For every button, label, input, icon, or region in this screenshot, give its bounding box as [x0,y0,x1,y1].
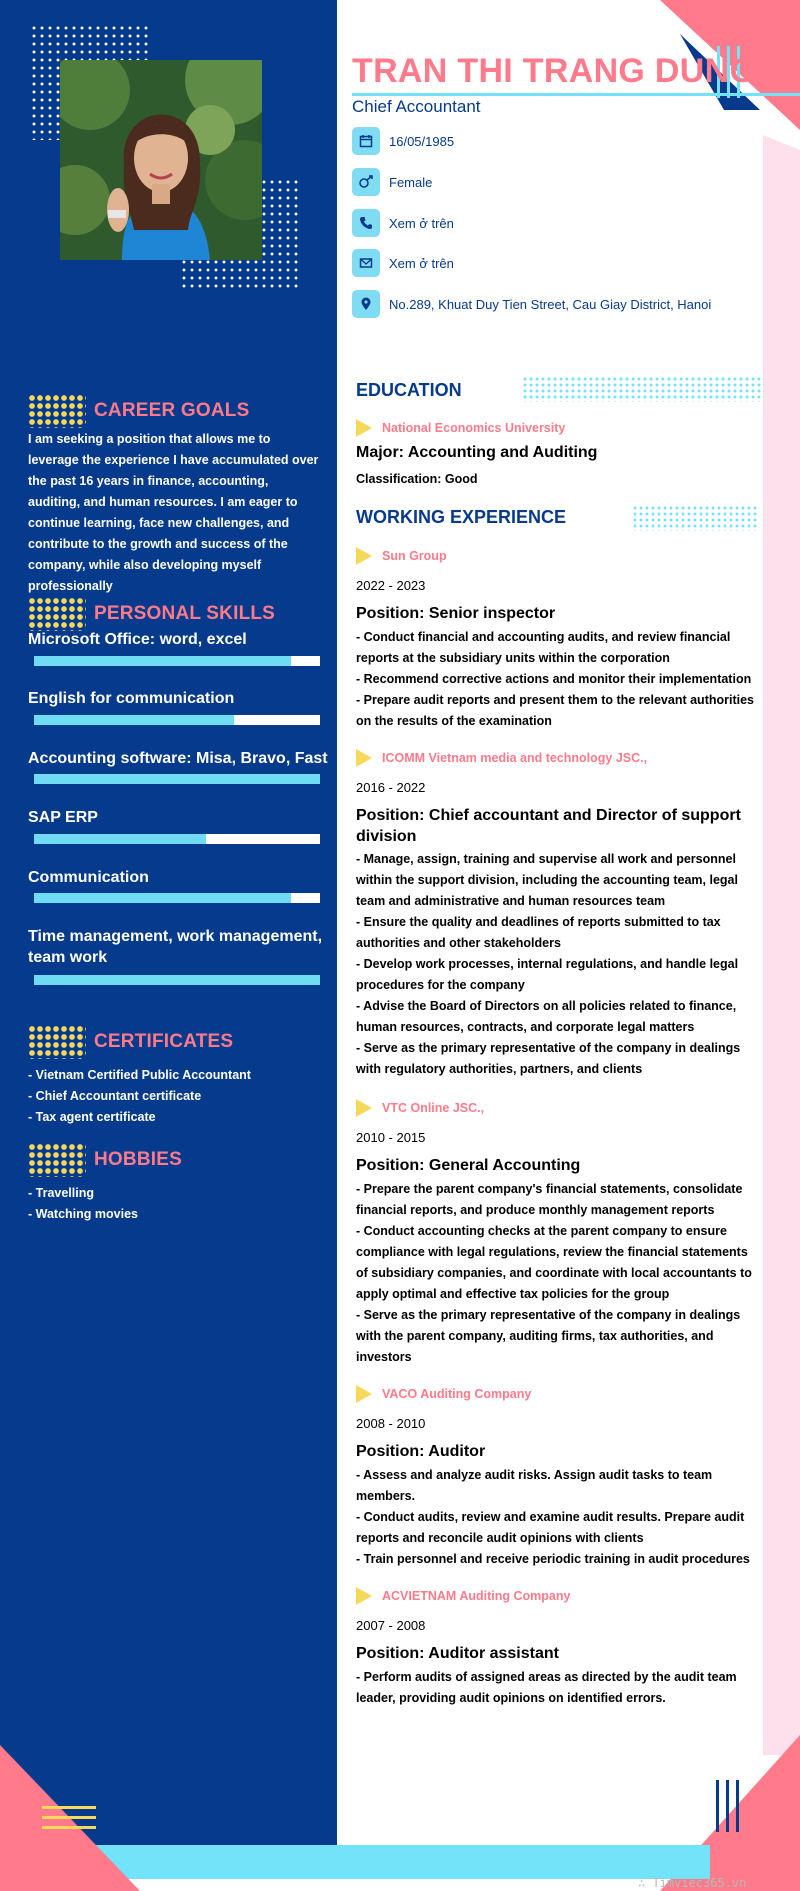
navy-line-decoration [736,1780,739,1832]
contact-text: 16/05/1985 [389,133,455,149]
hobbies-header [28,1143,182,1177]
yellow-line-decoration [42,1806,96,1809]
job-position: Position: General Accounting [356,1157,581,1174]
experience-title: WORKING EXPERIENCE [356,507,567,527]
job-duty: - Conduct financial and accounting audits, and review financial reports at the subsidiary units within the corporation [356,630,731,665]
job-duty: - Recommend corrective actions and monitor their implementation [356,672,752,686]
job-duty: - Prepare audit reports and present them to the relevant authorities on the results of the examination [356,693,755,728]
contact-text: Female [389,174,433,190]
company-name: ACVIETNAM Auditing Company [382,1589,571,1603]
job-duty: - Train personnel and receive periodic training in audit procedures [356,1552,750,1566]
location-pin-icon [352,290,380,318]
contact-text: Xem ở trên [389,255,454,271]
skill-bar-fill [34,715,234,725]
job-description [356,1667,760,1709]
job-company [356,1099,484,1117]
job-period: 2022 - 2023 [356,578,426,593]
skill-name: Communication [28,869,149,886]
side-strip-decoration [763,135,800,1755]
job-duty: - Assess and analyze audit risks. Assign audit tasks to team members. [356,1468,713,1503]
dots-icon [28,394,86,428]
job-duty: - Ensure the quality and deadlines of reports submitted to tax authorities and other stakeholders [356,915,721,950]
skill-bar [34,834,320,844]
skill-bar [34,715,320,725]
job-duty: - Serve as the primary representative of the company in dealings with the parent company, auditing firms, tax authorities, and investors [356,1308,741,1364]
hobbies-title: HOBBIES [94,1149,182,1170]
company-name: ICOMM Vietnam media and technology JSC., [382,751,648,765]
job-position: Position: Senior inspector [356,605,556,622]
job-position: Position: Auditor [356,1443,486,1460]
contact-email [352,249,454,277]
skill-bar-fill [34,656,291,666]
profile-photo [60,60,262,260]
job-duty: - Develop work processes, internal regulations, and handle legal procedures for the company [356,957,739,992]
skill-bar [34,774,320,784]
job-description [356,627,760,732]
yellow-line-decoration [42,1816,96,1819]
certificate-item: - Vietnam Certified Public Accountant [28,1068,251,1082]
contact-address [352,290,711,318]
job-duty: - Advise the Board of Directors on all policies related to finance, human resources, contracts, and corporate legal matters [356,999,737,1034]
candidate-name: TRAN THI TRANG DUNG [352,52,757,90]
hobby-item: - Travelling [28,1186,94,1200]
skill-name: Accounting software: Misa, Bravo, Fast [28,750,328,767]
triangle-bullet-icon [356,547,372,565]
hobby-item: - Watching movies [28,1207,138,1221]
name-underline [352,93,800,96]
dot-pattern-decoration [632,505,758,531]
company-name: VACO Auditing Company [382,1387,532,1401]
contact-text: Xem ở trên [389,215,454,231]
education-school [356,419,565,437]
skill-bar-fill [34,774,320,784]
education-title: EDUCATION [356,380,462,400]
skill-bar [34,656,320,666]
triangle-bullet-icon [356,1099,372,1117]
personal-skills-header [28,597,275,631]
job-title: Chief Accountant [352,97,481,116]
job-duty: - Conduct accounting checks at the parent company to ensure compliance with legal regulations, review the financial statements of subsidiary companies, and coordinate with local accountants to apply optimal and effective tax policies for the group [356,1224,752,1301]
yellow-line-decoration [42,1826,96,1829]
contact-phone [352,209,454,237]
skill-bar-fill [34,834,206,844]
email-icon [352,249,380,277]
navy-line-decoration [726,1780,729,1832]
triangle-bullet-icon [356,749,372,767]
dots-icon [28,1143,86,1177]
certificates-header [28,1025,233,1059]
job-description [356,1465,760,1570]
job-position: Position: Chief accountant and Director of support division [356,807,741,845]
skill-name: Microsoft Office: word, excel [28,631,247,648]
calendar-icon [352,127,380,155]
job-duty: - Prepare the parent company's financial statements, consolidate financial reports, and produce monthly management reports [356,1182,743,1217]
phone-icon [352,209,380,237]
job-duty: - Conduct audits, review and examine audit results. Prepare audit reports and reconcile audit opinions with clients [356,1510,745,1545]
education-major: Major: Accounting and Auditing [356,444,598,461]
job-position: Position: Auditor assistant [356,1645,559,1662]
contact-text: No.289, Khuat Duy Tien Street, Cau Giay District, Hanoi [389,296,712,312]
company-name: VTC Online JSC., [382,1101,485,1115]
triangle-bullet-icon [356,1385,372,1403]
job-period: 2008 - 2010 [356,1416,426,1431]
skill-name: Time management, work management, team work [28,928,323,966]
watermark: ∴ Timviec365.vn [638,1876,747,1890]
job-company [356,1587,570,1605]
certificate-item: - Tax agent certificate [28,1110,156,1124]
school-name: National Economics University [382,421,566,435]
skill-name: SAP ERP [28,809,98,826]
job-duty: - Manage, assign, training and supervise all work and personnel within the support division, including the accounting team, legal team and administrative and human resources team [356,852,738,908]
navy-line-decoration [716,1780,719,1832]
dots-icon [28,597,86,631]
skill-bar [34,975,320,985]
job-period: 2010 - 2015 [356,1130,426,1145]
contact-gender [352,168,432,196]
job-company [356,749,647,767]
bottom-band-decoration [60,1845,710,1879]
job-period: 2016 - 2022 [356,780,426,795]
dots-icon [28,1025,86,1059]
career-goals-title: CAREER GOALS [94,400,250,421]
job-description [356,1179,760,1368]
skill-bar-fill [34,893,291,903]
job-description [356,849,760,1080]
triangle-bullet-icon [356,419,372,437]
skill-name: English for communication [28,690,235,707]
company-name: Sun Group [382,549,447,563]
career-goals-header [28,394,249,428]
career-goals-text: I am seeking a position that allows me to leverage the experience I have accumulated over the past 16 years in finance, accounting, auditing, and human resources. I am eager to continue learning, face new challenges, and contribute to the growth and success of the company, while also developing myself professionally [28,432,319,593]
job-company [356,547,447,565]
triangle-bullet-icon [356,1587,372,1605]
job-period: 2007 - 2008 [356,1618,426,1633]
job-company [356,1385,531,1403]
gender-icon [352,168,380,196]
left-sidebar [0,0,337,1845]
education-classification: Classification: Good [356,472,478,486]
job-duty: - Serve as the primary representative of the company in dealings with regulatory authorities, partners, and clients [356,1041,741,1076]
skill-bar-fill [34,975,320,985]
skill-bar [34,893,320,903]
certificates-title: CERTIFICATES [94,1031,234,1052]
job-duty: - Perform audits of assigned areas as directed by the audit team leader, providing audit opinions on identified errors. [356,1670,737,1705]
dot-pattern-decoration [522,376,764,402]
certificate-item: - Chief Accountant certificate [28,1089,202,1103]
contact-birthday [352,127,454,155]
personal-skills-title: PERSONAL SKILLS [94,603,276,624]
